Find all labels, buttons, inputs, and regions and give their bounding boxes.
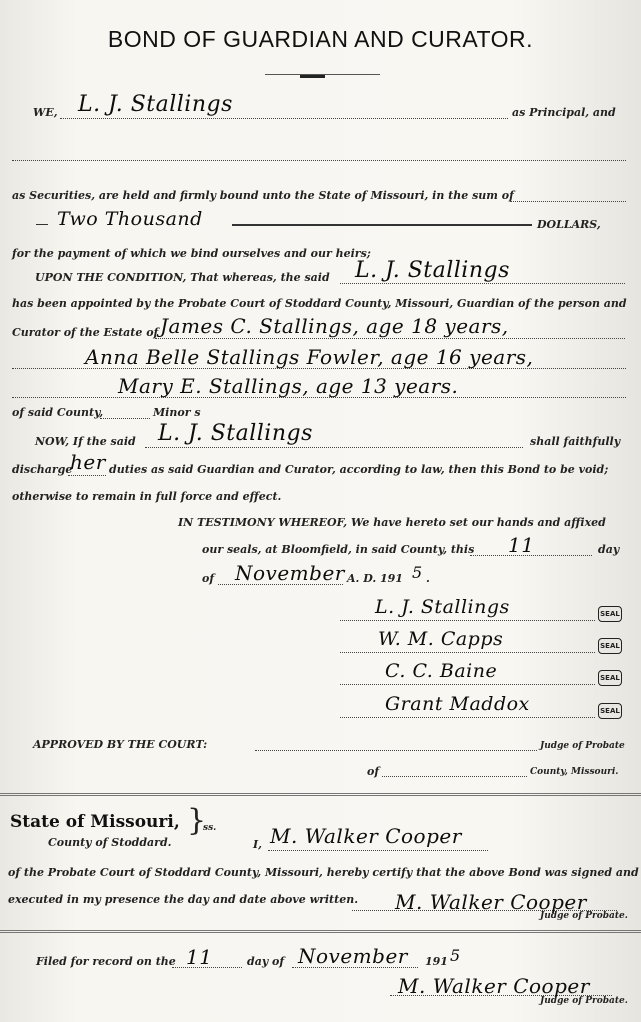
- ward1-name: James C. Stallings, age 18 years,: [160, 314, 509, 338]
- pronoun-value: her: [70, 450, 106, 474]
- sum-line: [510, 201, 626, 202]
- testimony-month: November: [235, 561, 345, 585]
- otherwise-text: otherwise to remain in full force and effect.: [12, 490, 282, 503]
- signature-line-4: [340, 717, 595, 718]
- county-blank: [100, 418, 150, 419]
- day-word: day: [598, 543, 620, 556]
- signature-line-3: [340, 684, 595, 685]
- seal-icon: SEAL: [598, 606, 622, 622]
- ad-label: A. D. 191: [347, 572, 403, 585]
- condition-text: UPON THE CONDITION, That whereas, the said: [35, 271, 330, 284]
- judge-of-probate-label: Judge of Probate: [540, 741, 625, 751]
- appointed-text: has been appointed by the Probate Court of Stoddard County, Missouri, Guardian of the person and: [12, 297, 627, 310]
- of-county-label: of said County,: [12, 406, 104, 419]
- testimony-day: 11: [508, 533, 535, 557]
- dollars-label: DOLLARS,: [537, 218, 601, 231]
- county-missouri-label: County, Missouri.: [530, 767, 619, 777]
- approval-of-label: of: [367, 765, 380, 778]
- ward3-name: Mary E. Stallings, age 13 years.: [118, 374, 459, 398]
- signature-2: W. M. Capps: [378, 628, 504, 650]
- section-divider: [0, 793, 641, 796]
- ss-label: ss.: [203, 823, 217, 833]
- seal-icon: SEAL: [598, 638, 622, 654]
- discharge-label: discharge: [12, 463, 73, 476]
- brace-mark: }: [187, 803, 207, 838]
- certificate-line1: of the Probate Court of Stoddard County, Missouri, hereby certify that the above Bond was signed and: [8, 866, 639, 879]
- now-if-label: NOW, If the said: [35, 435, 136, 448]
- title-divider-mark: [300, 75, 325, 78]
- payment-text: for the payment of which we bind ourselves and our heirs;: [12, 247, 371, 260]
- document-title: BOND OF GUARDIAN AND CURATOR.: [107, 26, 534, 52]
- year-period: .: [426, 572, 430, 585]
- sum-lead-mark: [36, 224, 48, 225]
- principal-line: [60, 118, 508, 119]
- signature-3: C. C. Baine: [385, 660, 498, 682]
- filed-year-digit: 5: [450, 946, 461, 965]
- approval-county-line: [382, 776, 527, 777]
- signature-line-2: [340, 652, 595, 653]
- now-name-line: [145, 447, 523, 448]
- i-label: I,: [253, 838, 262, 851]
- clerk-name-line: [268, 850, 488, 851]
- filed-day-of-label: day of: [247, 955, 285, 968]
- filed-judge-label: Judge of Probate.: [540, 996, 628, 1006]
- securities-text: as Securities, are held and firmly bound unto the State of Missouri, in the sum of: [12, 189, 514, 202]
- signature-line-1: [340, 620, 595, 621]
- certificate-signature: M. Walker Cooper: [395, 890, 587, 914]
- section-divider: [0, 930, 641, 933]
- approved-label: APPROVED BY THE COURT:: [33, 738, 208, 751]
- certificate-judge-label: Judge of Probate.: [540, 911, 628, 921]
- certificate-line2: executed in my presence the day and date above written.: [8, 893, 359, 906]
- filed-day: 11: [186, 945, 213, 969]
- filed-signature: M. Walker Cooper: [398, 974, 590, 998]
- now-name: L. J. Stallings: [158, 421, 313, 446]
- principal-name: L. J. Stallings: [78, 92, 233, 117]
- of-label: of: [202, 572, 215, 585]
- sum-written: Two Thousand: [57, 208, 203, 230]
- curator-of-label: Curator of the Estate of: [12, 326, 159, 339]
- minors-label: Minor s: [153, 406, 201, 419]
- year-digit: 5: [412, 563, 423, 582]
- filed-month: November: [298, 944, 408, 968]
- sum-fill-line: [232, 224, 532, 226]
- testimony-line2: our seals, at Bloomfield, in said County, this: [202, 543, 475, 556]
- ward2-name: Anna Belle Stallings Fowler, age 16 years,: [85, 345, 534, 369]
- testimony-line1: IN TESTIMONY WHEREOF, We have hereto set our hands and affixed: [178, 516, 606, 529]
- state-label: State of Missouri,: [10, 812, 180, 832]
- judge-line: [255, 750, 537, 751]
- seal-icon: SEAL: [598, 703, 622, 719]
- duties-text: duties as said Guardian and Curator, according to law, then this Bond to be void;: [109, 463, 609, 476]
- filed-label: Filed for record on the: [36, 955, 176, 968]
- filed-year-prefix: 191: [425, 955, 448, 968]
- signature-1: L. J. Stallings: [375, 596, 510, 618]
- guardian-line: [340, 283, 625, 284]
- we-label: WE,: [33, 106, 58, 119]
- guardian-name: L. J. Stallings: [355, 258, 510, 283]
- county-of-stoddard: County of Stoddard.: [48, 836, 172, 849]
- pronoun-line: [68, 475, 106, 476]
- seal-icon: SEAL: [598, 670, 622, 686]
- signature-4: Grant Maddox: [385, 693, 530, 715]
- blank-line: [12, 160, 626, 161]
- as-principal-label: as Principal, and: [512, 106, 616, 119]
- ward1-line: [155, 338, 625, 339]
- clerk-name: M. Walker Cooper: [270, 824, 462, 848]
- shall-label: shall faithfully: [530, 435, 621, 448]
